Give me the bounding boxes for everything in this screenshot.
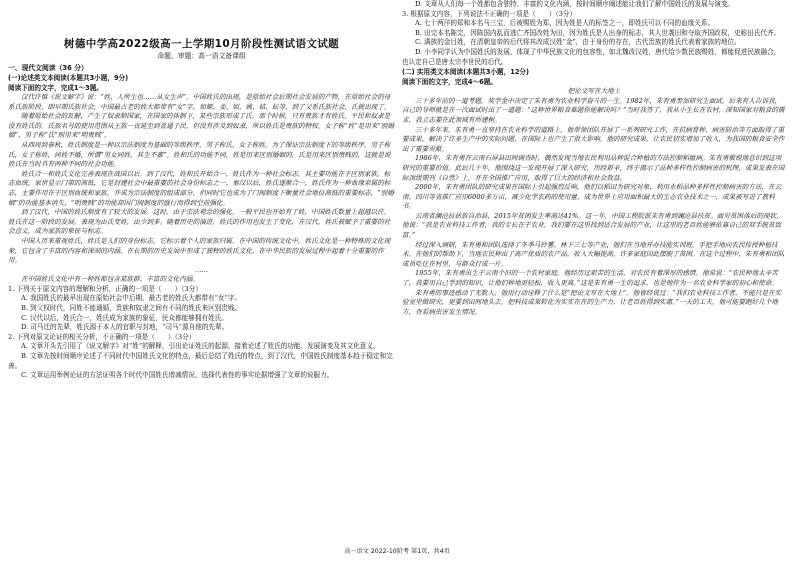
passage-paragraph: 三十多年前的一道考题，奖学金中决定了朱有勇为农业科学奋斗的一生。1982年，朱有勇参加研究生面试。后来有人告诉我，自己的导师就是在一次面试时出了一道题：“这种世界粮食难题你能解决吗？”当时我答了，我从小生长在农村，深知国家对粮食的需求，我立志要在此领域有所建树。 [402, 96, 785, 124]
option: D. 司马迁的先辈，姓氏源于本人的官职与封地，“司马”源自他的先辈。 [21, 323, 229, 332]
page-footer: 高一语文 2022-10阶考 第1页，共4页 [344, 548, 450, 555]
question-1: 1. 下列关于原文内容的理解和分析，正确的一项是（ ）（3分） [8, 284, 202, 293]
passage-paragraph: 中国人历来重视姓氏，姓氏是人们的身份标志，它标示着个人的家族归属。在中国的传统文化中，姓氏文化是一种特殊的文化现象，它包含了丰富的内容和深刻的内涵，在长期的历史发展中形成了独特的姓氏文化，在中华民族的发展过程中起着十分重要的作用。 [8, 236, 391, 265]
passage-paragraph: 经过深入调研，朱有勇和团队选择了冬季马铃薯、林下三七等产业，他们在当地开办技能实训班，手把手地向农民传授种植技术。在他们的帮助下，当地农民种出了高产优质的农产品，收入大幅提高，许多家庭因此摆脱了贫困。在这个过程中，朱有勇和团队成员吃住在村里，与群众打成一片。 [402, 240, 785, 268]
passage-paragraph: 朱有勇的事迹感动了无数人，他用行动诠释了什么是“把论文写在大地上”。他曾经说过：“我们农业科技工作者，不能只是在实验室里做研究，更要到田间地头去，把科技成果转化为实实在在的生产力，让老百姓得到实惠。”一天的工夫，他可能要跑好几个地方，查看病虫害发生情况。 [402, 288, 782, 316]
exam-subtitle: 命题、审题：高一语文备课组 [157, 52, 246, 60]
passage-paragraph: 汉代许慎《说文解字》说：“姓，人所生也……从女生声”。中国姓氏的出现，是原始社会后期社会发展的产物，在原始社会的母系氏族阶段，即早期氏族社会，中国最古老的姓大都带有“女”字，如姬、姜、姒、姚、姞、妘等，到了父系氏族社会，氏就出现了。 [8, 93, 391, 111]
option: C. 文章运用举例论证的方法证明各个时代中国姓氏增减情况，选择代表性的事实论据增强了文章的说服力。 [21, 371, 334, 380]
section-heading: 一、现代文阅读（36 分） [8, 64, 88, 72]
passage-paragraph: 云南省澜沧拉祜族自治县，2015年贫困发生率高达41%。这一年，中国工程院派朱有勇到澜沧县扶贫。面对贫困落后的现状，他说：“我是农业科技工作者，我的专长在于农业，我们要在这里找到适合发展的产业，让这里的老百姓能够依靠自己的双手脱贫致富。” [402, 211, 783, 240]
passage-paragraph: 1955年，朱有勇出生于云南个旧的一个农村家庭。他经历过艰苦的生活，对农民有着深厚的感情。他常说：“农民种地太辛苦了，我要用自己学到的知识，让他们种地更轻松，收入更高。”这是朱有勇一生的追求，也是他作为一名农业科学家的初心和使命。 [402, 269, 779, 288]
passage-paragraph: 三十多年来，朱有勇一直坚持在农业科学的道路上，他带领团队开展了一系列研究工作，在抗病育种、病害防治等方面取得了重要成果，解决了许多生产中的实际问题，在国际上也产生了很大影响。他的研究成果，让农民切实增加了收入，为我国的粮食安全作出了重要贡献。 [402, 125, 785, 153]
option: B. 到父权时代，同姓不能通婚，贵族和奴隶之间有不同的姓氏来区别贵贱。 [21, 304, 242, 313]
passage-paragraph: 随着原始社会的瓦解，产生了奴隶制国家，在国家的体制下，某些宗族形成了氏。那个时候，只有贵族才有姓氏，平民和奴隶是没有姓氏的。氏族名号的使用范围从王族一直延至到普通子民，但没有涉及到奴隶，所以姓氏是贵族的特权。女子称“姓”是用来“别婚姻”，男子称“氏”则用来“明贵贱”。 [8, 112, 394, 140]
passage-paragraph: 1986年，朱有勇在云南石屏县田间调查时，偶然发现当地农民利用品种混合种植的方法控制稻瘟病。朱有勇敏锐地意识到这项研究的重要价值。此后几十年，他围绕这一发现开展了深入研究，历经艰辛，终于揭示了品种多样性控制病害的机理，成果发表在国际顶级期刊《自然》上，并在全国推广应用，取得了巨大的经济和社会效益。 [402, 154, 785, 182]
option: A. 文章开头先引用了《说文解字》对“姓”的解释，引出论证姓氏的起源，接着论述了姓氏的功能、发展演变及其文化意义。 [21, 342, 380, 351]
reading-instruction: 阅读下面的文字，完成1～3题。 [8, 84, 103, 92]
ellipsis: …… [194, 265, 209, 274]
subsection-heading: (二) 实用类文本阅读(本题共3小题，12分) [402, 68, 530, 77]
option: D. 小李同学认为中国姓氏的发展，体现了中华民族文化的包容性，如北魏改汉姓，唐代给少数民族赐姓，都能促进民族融合，也认定自己是唐太宗李世民的后代。 [402, 47, 781, 66]
question-2: 2. 下列对原文论证的相关分析，不正确的一项是（ ）（3分） [8, 332, 196, 341]
option: D. 文章从人们每一个姓都包含独特、丰富的文化内涵，按时间顺序阐述能让我们了解中国姓氏的发展与演变。 [415, 0, 735, 8]
passage-paragraph: 到了汉代，中国的姓氏制度有了较大的发展。这时，由于宗法观念的强化，一般平民也开始有了姓，中国姓氏数量上超越以往。姓氏在这一阶段的发展，表现为由氏变姓，由少到多。随着历史的演进，姓氏的作用也发生了变化，在汉代，姓氏被赋予了重要的社会意义，成为家族的象征与标志。 [8, 208, 391, 236]
question-3: 3. 根据原文内容，下列说法不正确的一项是（ ）（3分） [402, 9, 577, 18]
passage-paragraph: 从西周到春秋，姓氏制度是一种以宗法制度为基础的等级秩序，男子称氏，女子称姓。为了保证宗法制度下的等级秩序，男子称氏，女子称姓，同姓不婚，所谓“男女同姓，其生不蕃”。姓和氏的功能不同，姓是用来区别婚姻的，氏是用来区别贵贱的，这就是说姓氏在当时具有两种不同的社会功能。 [8, 140, 391, 169]
option: C. 满族的金目姓，在清朝皇帝的后代将其改成汉姓“金”，由于身份的存在，古代贵族的姓氏代表着家族的地位。 [415, 38, 741, 47]
subsection-heading: (一)论述类文本阅读(本题共3小题，9分) [8, 74, 129, 82]
option: A. 我国姓氏的最早出现在原始社会中后期，最古老的姓氏大都带有“女”字。 [21, 294, 242, 303]
passage-paragraph: 在中国姓氏文化中有一种姓都包含某族群、丰富的文化内涵。 [21, 275, 200, 284]
option: B. 田完本名陈完，因陈国内乱而逃亡齐国改姓为田，因为姓氏是人出身的标志，其人世袭田和夺取齐国政权，史称田氏代齐。 [415, 28, 781, 37]
passage-paragraph: 姓氏合一和姓氏文化完善表现在战国以后。到了汉代，姓和氏开始合一，姓氏作为一种社会标志，其主要功能在于区别家族，标志血统，家世显示门第的高低，它是封建社会中最重要的社会身份标志之一。秦汉以后，姓氏逐渐合一，姓氏作为一种血缘亲属的标志，主要作用在于区别血统和家族，并成为宗法制度的组成部分，但同时它也成为了门阀制度下衡量社会地位高低的重要标志，“别婚姻”的功能基本消失，“明贵贱”的功能却因门阀制度的盛行而得到空前强化。 [8, 169, 394, 207]
exam-title: 树德中学高2022级高一上学期10月阶段性测试语文试题 [63, 38, 340, 50]
passage-1 [8, 93, 395, 285]
right-column [402, 0, 786, 561]
passage-paragraph: 2000年，朱有勇团队的研究成果在国际上引起强烈反响，他们以稻田为研究对象，利用水稻品种多样性控制病害的方法，在云南、四川等省推广应用6000多万亩，减少化学农药的使用量，成为世界上应用面积最大的生态农业技术之一，成果被写进了教科书。 [402, 183, 782, 211]
option: C. 汉代以后，姓氏合一，姓氏成为家族的象征，民众都能够拥有姓氏。 [21, 313, 228, 322]
option: A. 七十两洋的郑和本名马三宝，后被赐姓为郑，因为姓是人的标签之一，即姓氏可以不同的血缘关系。 [415, 19, 715, 28]
left-column [8, 0, 395, 561]
article-title: 把论文写在大地上 [567, 87, 621, 96]
reading-instruction: 阅读下面的文字，完成4～6题。 [402, 78, 497, 87]
passage-2 [402, 97, 786, 318]
option: B. 文章先按时间顺序论述了不同时代中国姓氏文化的特点，最后总结了姓氏的特点，到了汉代，中国姓氏制度基本趋于稳定和完善。 [8, 352, 393, 370]
